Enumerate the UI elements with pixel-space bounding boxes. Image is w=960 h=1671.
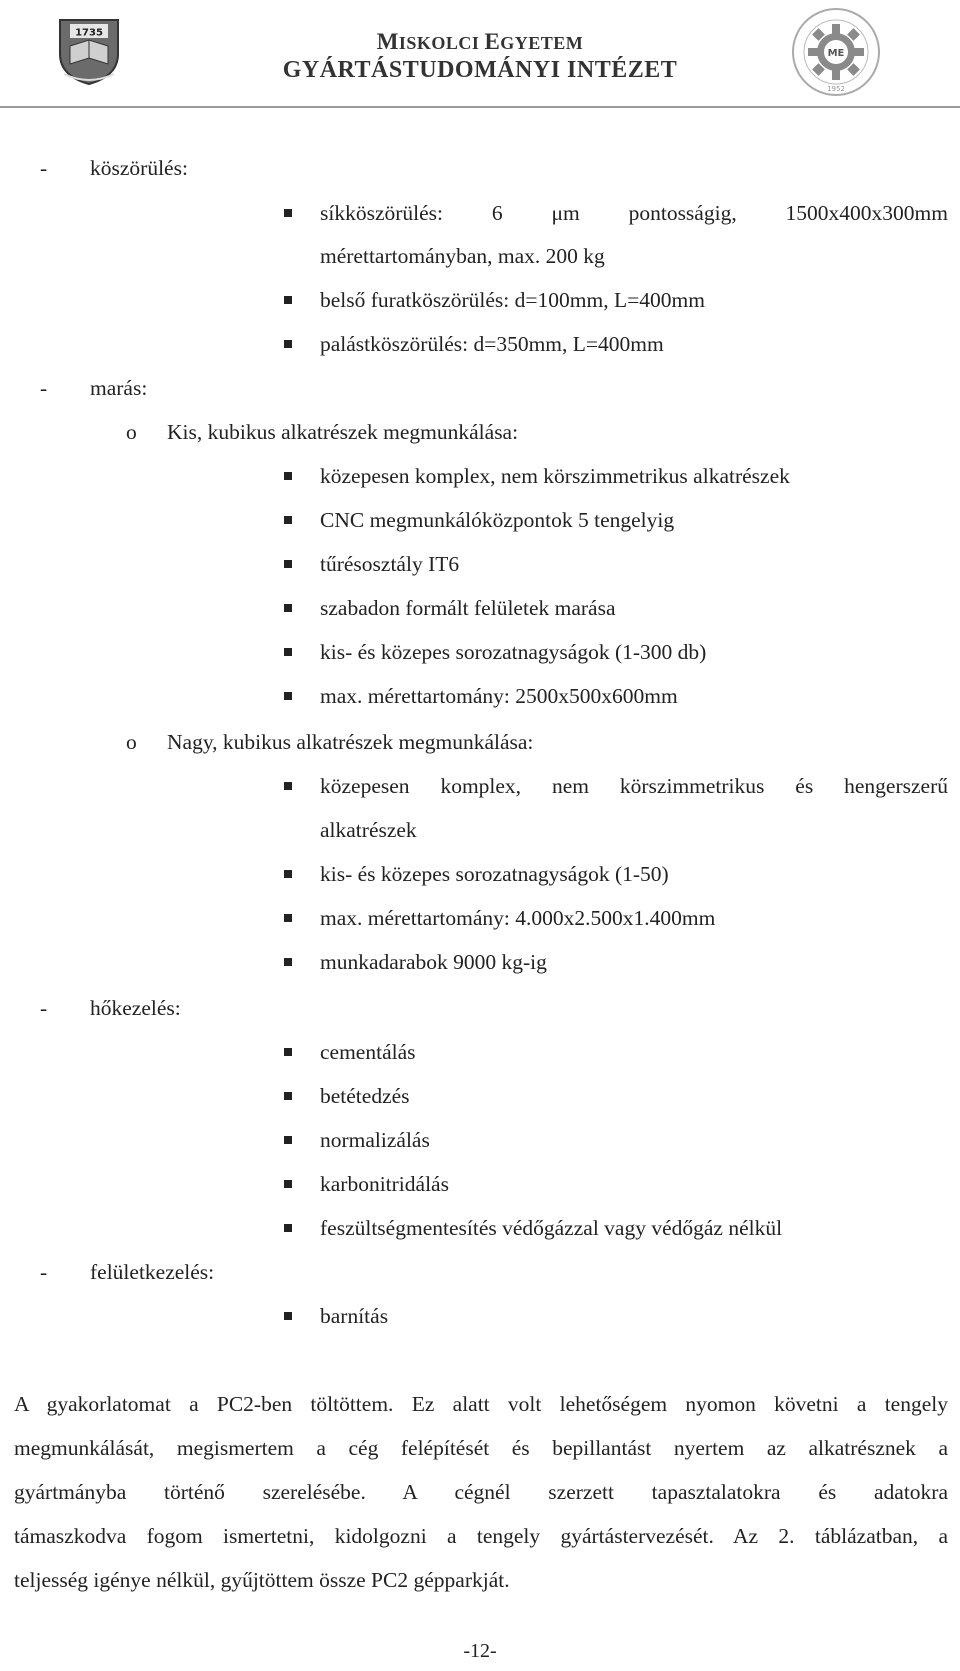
group-label-large-parts: Nagy, kubikus alkatrészek megmunkálása: <box>167 730 534 754</box>
paragraph-line: megmunkálását, megismertem a cég felépítését és bepillantást nyertem az alkatrésznek a <box>14 1436 948 1460</box>
list-item: normalizálás <box>320 1128 430 1152</box>
list-item: cementálás <box>320 1040 416 1064</box>
bullet-circle-icon: o <box>126 730 137 754</box>
list-item: közepesen komplex, nem körszimmetrikus és hengerszerű <box>320 774 948 798</box>
section-label-surface-treatment: felületkezelés: <box>90 1260 215 1284</box>
group-label-small-parts: Kis, kubikus alkatrészek megmunkálása: <box>167 420 519 444</box>
university-crest-logo <box>56 10 122 86</box>
bullet-square-icon <box>284 782 292 790</box>
bullet-square-icon <box>284 604 292 612</box>
list-item: feszültségmentesítés védőgázzal vagy védőgáz nélkül <box>320 1216 783 1240</box>
bullet-square-icon <box>284 958 292 966</box>
section-label-heat-treatment: hőkezelés: <box>90 996 181 1020</box>
university-name: MISKOLCI EGYETEM <box>376 29 584 54</box>
bullet-square-icon <box>284 516 292 524</box>
bullet-square-icon <box>284 1092 292 1100</box>
bullet-square-icon <box>284 209 292 217</box>
bullet-square-icon <box>284 692 292 700</box>
bullet-square-icon <box>284 472 292 480</box>
bullet-square-icon <box>284 560 292 568</box>
list-dash: - <box>40 156 48 180</box>
list-item: közepesen komplex, nem körszimmetrikus alkatrészek <box>320 464 790 488</box>
bullet-square-icon <box>284 1136 292 1144</box>
institute-name: GYÁRTÁSTUDOMÁNYI INTÉZET <box>282 57 678 83</box>
bullet-square-icon <box>284 296 292 304</box>
page-header <box>0 0 960 110</box>
list-item: kis- és közepes sorozatnagyságok (1-300 db) <box>320 640 707 664</box>
list-item-continuation: mérettartományban, max. 200 kg <box>320 244 605 268</box>
bullet-circle-icon: o <box>126 420 137 444</box>
paragraph-line: támaszkodva fogom ismertetni, kidolgozni a tengely gyártástervezését. Az 2. táblázatban, a <box>14 1524 948 1548</box>
list-item: barnítás <box>320 1304 389 1328</box>
paragraph-line: teljesség igénye nélkül, gyűjtöttem össze PC2 gépparkját. <box>14 1568 510 1592</box>
bullet-square-icon <box>284 340 292 348</box>
list-item-continuation: alkatrészek <box>320 818 417 842</box>
bullet-square-icon <box>284 648 292 656</box>
list-item: síkköszörülés: 6 μm pontosságig, 1500x400x300mm <box>320 201 948 225</box>
uni-logo-year: 1735 <box>75 27 103 39</box>
bullet-square-icon <box>284 1048 292 1056</box>
institute-gear-logo <box>790 6 882 98</box>
list-item: szabadon formált felületek marása <box>320 596 616 620</box>
section-label-grinding: köszörülés: <box>90 156 188 180</box>
list-item: palástköszörülés: d=350mm, L=400mm <box>320 332 664 356</box>
list-dash: - <box>40 1260 48 1284</box>
header-rule <box>0 106 960 108</box>
paragraph-line: A gyakorlatomat a PC2-ben töltöttem. Ez alatt volt lehetőségem nyomon követni a tengely <box>14 1392 948 1416</box>
bullet-square-icon <box>284 1312 292 1320</box>
bullet-square-icon <box>284 1180 292 1188</box>
gear-logo-year: 1952 <box>827 85 845 93</box>
list-item: CNC megmunkálóközpontok 5 tengelyig <box>320 508 675 532</box>
page-number: -12- <box>463 1640 497 1662</box>
bullet-square-icon <box>284 1224 292 1232</box>
list-item: tűrésosztály IT6 <box>320 552 460 576</box>
gear-logo-text: ME <box>827 48 845 59</box>
list-item: kis- és közepes sorozatnagyságok (1-50) <box>320 862 669 886</box>
list-item: max. mérettartomány: 2500x500x600mm <box>320 684 678 708</box>
list-dash: - <box>40 376 48 400</box>
paragraph-line: gyártmányba történő szerelésébe. A cégnél szerzett tapasztalatokra és adatokra <box>14 1480 948 1504</box>
list-item: munkadarabok 9000 kg-ig <box>320 950 547 974</box>
bullet-square-icon <box>284 870 292 878</box>
list-item: betétedzés <box>320 1084 410 1108</box>
list-dash: - <box>40 996 48 1020</box>
section-label-milling: marás: <box>90 376 148 400</box>
list-item: belső furatköszörülés: d=100mm, L=400mm <box>320 288 705 312</box>
bullet-square-icon <box>284 914 292 922</box>
list-item: karbonitridálás <box>320 1172 449 1196</box>
list-item: max. mérettartomány: 4.000x2.500x1.400mm <box>320 906 716 930</box>
